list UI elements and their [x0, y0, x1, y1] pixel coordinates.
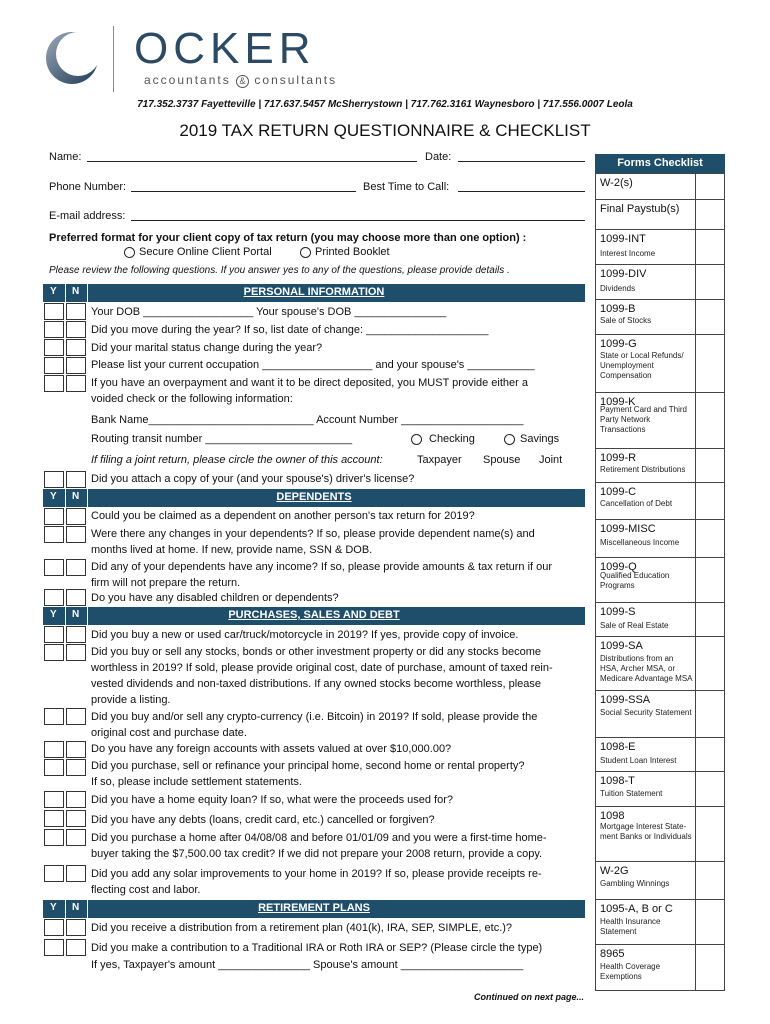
checkbox-yes[interactable]	[44, 508, 64, 525]
form-title: W-2(s)	[600, 177, 633, 189]
form-checkbox[interactable]	[696, 393, 725, 448]
form-name-cell	[595, 335, 696, 392]
form-name-cell	[595, 637, 696, 690]
question-crypto: Did you buy and/or sell any crypto-currency (i.e. Bitcoin) in 2019? If sold, please provide the	[91, 711, 538, 723]
question-crypto-cont: original cost and purchase date.	[91, 727, 247, 739]
form-name-cell	[595, 945, 696, 991]
tagline-amp: &	[236, 75, 249, 88]
booklet-radio[interactable]	[300, 247, 311, 258]
joint-owner-question: If filing a joint return, please circle the owner of this account:	[91, 454, 383, 466]
checkbox-no[interactable]	[66, 644, 86, 661]
question-home-refinance-cont: If so, please include settlement statements.	[91, 776, 302, 788]
name-label: Name:	[49, 151, 82, 163]
checkbox-yes[interactable]	[44, 321, 64, 338]
form-name-cell	[595, 558, 696, 602]
question-drivers-license: Did you attach a copy of your (and your spouse's) driver's license?	[91, 473, 415, 485]
question-solar-cont: flecting cost and labor.	[91, 884, 201, 896]
form-checkbox[interactable]	[696, 300, 725, 334]
form-name-cell	[595, 807, 696, 861]
question-occupation: Please list your current occupation __________________ and your spouse's ___________	[91, 359, 535, 371]
form-description: Interest Income	[600, 249, 656, 258]
question-solar: Did you add any solar improvements to your home in 2019? If so, please provide receipts re-	[91, 868, 542, 880]
forms-checklist-row	[595, 899, 725, 944]
form-name-cell	[595, 603, 696, 636]
form-description: Dividends	[600, 284, 636, 293]
form-description: Gambling Winnings	[600, 879, 670, 888]
checkbox-yes[interactable]	[44, 589, 64, 606]
savings-radio[interactable]	[504, 434, 515, 445]
form-title: 1099-K	[600, 396, 636, 408]
form-description: Distributions from an HSA, Archer MSA, or Medicare Advantage MSA	[600, 654, 693, 683]
preferred-format-label: Preferred format for your client copy of tax return (you may choose more than one option) :	[49, 232, 527, 244]
date-label: Date:	[425, 151, 452, 163]
form-name-cell	[595, 862, 696, 899]
retirement-section-header	[43, 900, 585, 918]
tagline-left: accountants	[144, 73, 231, 87]
form-checkbox[interactable]	[696, 483, 725, 519]
instructions: Please review the following questions. If you answer yes to any of the questions, please provide details .	[49, 265, 510, 276]
form-description: Student Loan Interest	[600, 756, 677, 765]
no-column-label: N	[72, 491, 80, 502]
checkbox-yes[interactable]	[44, 526, 64, 543]
phone-label: Phone Number:	[49, 181, 127, 193]
checkbox-no[interactable]	[66, 919, 86, 936]
checkbox-no[interactable]	[66, 559, 86, 576]
checkbox-no[interactable]	[66, 759, 86, 776]
question-marital: Did your marital status change during the year?	[91, 342, 323, 354]
question-dependent-changes-cont: months lived at home. If new, provide name, SSN & DOB.	[91, 544, 373, 556]
logo-divider	[113, 26, 114, 92]
form-checkbox[interactable]	[696, 691, 725, 737]
question-foreign-accounts: Do you have any foreign accounts with assets valued at over $10,000.00?	[91, 743, 452, 755]
question-dependent-income-cont: firm will not prepare the return.	[91, 577, 241, 589]
question-ira-contribution-cont: If yes, Taxpayer's amount _______________ Spouse's amount ____________________	[91, 959, 524, 971]
form-name-cell	[595, 200, 696, 229]
form-description: Mortgage Interest State- ment Banks or Individuals	[600, 822, 692, 841]
checkbox-no[interactable]	[66, 791, 86, 808]
routing-info: Routing transit number ________________________	[91, 433, 353, 445]
checkbox-yes[interactable]	[44, 759, 64, 776]
form-checkbox[interactable]	[696, 265, 725, 299]
form-title: 1099-INT	[600, 233, 646, 245]
retirement-section-title: RETIREMENT PLANS	[258, 902, 370, 914]
dependents-section-title: DEPENDENTS	[276, 491, 352, 503]
checkbox-yes[interactable]	[44, 708, 64, 725]
form-description: State or Local Refunds/ Unemployment Compensation	[600, 351, 684, 380]
checkbox-no[interactable]	[66, 810, 86, 827]
question-first-time-buyer-cont: buyer taking the $7,500.00 tax credit? If we did not prepare your 2008 return, provide a copy.	[91, 848, 543, 860]
forms-checklist-row	[595, 690, 725, 737]
form-title: 1098-E	[600, 741, 636, 753]
checkbox-no[interactable]	[66, 339, 86, 356]
forms-checklist-row	[595, 448, 725, 482]
personal-section-title: PERSONAL INFORMATION	[243, 286, 385, 298]
checkbox-no[interactable]	[66, 357, 86, 374]
checkbox-no[interactable]	[66, 939, 86, 956]
checkbox-no[interactable]	[66, 741, 86, 758]
form-title: 1099-S	[600, 606, 636, 618]
logo-swoosh-icon	[44, 30, 100, 86]
checkbox-yes[interactable]	[44, 741, 64, 758]
question-dependent-changes: Were there any changes in your dependents? If so, please provide dependent name(s) and	[91, 528, 535, 540]
form-title: 1099-B	[600, 303, 636, 315]
email-label: E-mail address:	[49, 210, 126, 222]
form-title: 1099-MISC	[600, 523, 656, 535]
form-description: Cancellation of Debt	[600, 499, 673, 508]
form-checkbox[interactable]	[696, 335, 725, 392]
form-title: 1099-DIV	[600, 268, 647, 280]
forms-checklist-row	[595, 299, 725, 334]
form-description: Social Security Statement	[600, 708, 692, 717]
checkbox-no[interactable]	[66, 589, 86, 606]
bank-info: Bank Name___________________________ Account Number ____________________	[91, 414, 524, 426]
form-description: Payment Card and Third Party Network Transactions	[600, 405, 688, 434]
form-name-cell	[595, 174, 696, 199]
form-title: 1099-Q	[600, 561, 637, 573]
contact-line: 717.352.3737 Fayetteville | 717.637.5457 McSherrystown | 717.762.3161 Waynesboro | 717.556.0007 Leola	[137, 99, 633, 110]
email-field[interactable]	[131, 220, 585, 221]
booklet-option-label: Printed Booklet	[315, 246, 390, 258]
brand-name: OCKER	[134, 24, 316, 73]
forms-checklist-row	[595, 806, 725, 861]
forms-checklist-row	[595, 737, 725, 771]
checkbox-yes[interactable]	[44, 357, 64, 374]
forms-checklist-row	[595, 482, 725, 519]
question-debts-cancelled: Did you have any debts (loans, credit card, etc.) cancelled or forgiven?	[91, 814, 435, 826]
portal-option-label: Secure Online Client Portal	[139, 246, 272, 258]
no-column-label: N	[72, 286, 80, 297]
forms-checklist-row	[595, 771, 725, 806]
form-checkbox[interactable]	[696, 772, 725, 806]
checkbox-yes[interactable]	[44, 471, 64, 488]
purchases-section-title: PURCHASES, SALES AND DEBT	[228, 609, 400, 621]
form-checkbox[interactable]	[696, 520, 725, 557]
form-title: 1098	[600, 810, 625, 822]
forms-checklist-header	[595, 154, 725, 173]
form-checkbox[interactable]	[696, 807, 725, 861]
forms-checklist-row	[595, 861, 725, 899]
checkbox-no[interactable]	[66, 865, 86, 882]
form-title: 1098-T	[600, 775, 635, 787]
no-column-label: N	[72, 609, 80, 620]
form-description: Miscellaneous Income	[600, 538, 680, 547]
checkbox-no[interactable]	[66, 829, 86, 846]
question-ira-contribution: Did you make a contribution to a Traditional IRA or Roth IRA or SEP? (Please circle the type)	[91, 942, 543, 954]
form-title: 1099-R	[600, 452, 637, 464]
form-name-cell	[595, 449, 696, 482]
form-name-cell	[595, 738, 696, 771]
forms-checklist-row	[595, 334, 725, 392]
form-title: Final Paystub(s)	[600, 203, 680, 215]
form-title: 1099-C	[600, 486, 637, 498]
yes-column-label: Y	[50, 491, 57, 502]
form-checkbox[interactable]	[696, 862, 725, 899]
form-checkbox[interactable]	[696, 603, 725, 636]
form-checkbox[interactable]	[696, 230, 725, 264]
question-move: Did you move during the year? If so, list date of change: ____________________	[91, 324, 489, 336]
forms-checklist-row	[595, 519, 725, 557]
purchases-section-header	[43, 607, 585, 625]
form-description: Tuition Statement	[600, 789, 663, 798]
checkbox-no[interactable]	[66, 626, 86, 643]
form-name-cell	[595, 772, 696, 806]
forms-checklist-row	[595, 173, 725, 199]
forms-checklist-row	[595, 636, 725, 690]
forms-checklist-row	[595, 557, 725, 602]
question-dependent-income: Did any of your dependents have any income? If so, please provide amounts & tax return if our	[91, 561, 553, 573]
yes-column-label: Y	[50, 609, 57, 620]
personal-section-header	[43, 284, 585, 302]
checkbox-yes[interactable]	[44, 865, 64, 882]
checkbox-yes[interactable]	[44, 939, 64, 956]
forms-checklist-row	[595, 199, 725, 229]
dependents-section-header	[43, 489, 585, 507]
form-checkbox[interactable]	[696, 738, 725, 771]
checkbox-no[interactable]	[66, 471, 86, 488]
form-checkbox[interactable]	[696, 200, 725, 229]
form-name-cell	[595, 300, 696, 334]
yes-column-label: Y	[50, 286, 57, 297]
question-dob: Your DOB __________________ Your spouse's DOB _______________	[91, 306, 447, 318]
forms-checklist-row	[595, 944, 725, 991]
form-name-cell	[595, 900, 696, 944]
form-checkbox[interactable]	[696, 174, 725, 199]
yes-column-label: Y	[50, 902, 57, 913]
page-title: 2019 TAX RETURN QUESTIONNAIRE & CHECKLIST	[179, 121, 591, 140]
forms-checklist-row	[595, 392, 725, 448]
forms-checklist-row	[595, 602, 725, 636]
question-claimed-dependent: Could you be claimed as a dependent on another person's tax return for 2019?	[91, 510, 475, 522]
form-name-cell	[595, 265, 696, 299]
best-time-field[interactable]	[458, 191, 585, 192]
checkbox-yes[interactable]	[44, 559, 64, 576]
question-direct-deposit-cont: voided check or the following information:	[91, 393, 293, 405]
form-name-cell	[595, 393, 696, 448]
form-name-cell	[595, 483, 696, 519]
tagline-right: consultants	[254, 73, 338, 87]
checkbox-no[interactable]	[66, 508, 86, 525]
question-stocks: Did you buy or sell any stocks, bonds or other investment property or did any stocks become	[91, 646, 541, 658]
owner-taxpayer[interactable]: Taxpayer	[417, 454, 462, 466]
form-description: Health Coverage Exemptions	[600, 962, 661, 981]
savings-label: Savings	[520, 433, 560, 445]
checkbox-yes[interactable]	[44, 644, 64, 661]
form-title: 8965	[600, 948, 625, 960]
form-name-cell	[595, 691, 696, 737]
date-field[interactable]	[458, 161, 585, 162]
forms-checklist-title: Forms Checklist	[617, 157, 703, 169]
form-checkbox[interactable]	[696, 900, 725, 944]
portal-radio[interactable]	[124, 247, 135, 258]
checkbox-no[interactable]	[66, 303, 86, 320]
form-title: 1099-SSA	[600, 694, 651, 706]
form-description: Sale of Stocks	[600, 316, 652, 325]
form-title: W-2G	[600, 865, 629, 877]
form-title: 1099-SA	[600, 640, 643, 652]
form-name-cell	[595, 230, 696, 264]
form-checkbox[interactable]	[696, 945, 725, 991]
checking-radio[interactable]	[411, 434, 422, 445]
checkbox-yes[interactable]	[44, 829, 64, 846]
checking-label: Checking	[429, 433, 475, 445]
name-field[interactable]	[87, 161, 417, 162]
question-stocks-cont2: vested dividends and non-taxed distributions. If any owned stocks become worthless, please	[91, 678, 542, 690]
question-home-equity: Did you have a home equity loan? If so, what were the proceeds used for?	[91, 794, 453, 806]
question-stocks-cont1: worthless in 2019? If sold, please provide original cost, date of purchase, amount of taxed rein-	[91, 662, 553, 674]
question-retirement-distribution: Did you receive a distribution from a retirement plan (401(k), IRA, SEP, SIMPLE, etc.)?	[91, 922, 513, 934]
checkbox-yes[interactable]	[44, 303, 64, 320]
question-direct-deposit: If you have an overpayment and want it to be direct deposited, you MUST provide either a	[91, 377, 528, 389]
checkbox-yes[interactable]	[44, 791, 64, 808]
checkbox-no[interactable]	[66, 526, 86, 543]
question-stocks-cont3: provide a listing.	[91, 694, 171, 706]
logo	[44, 30, 100, 86]
form-description: Retirement Distributions	[600, 465, 686, 474]
checkbox-yes[interactable]	[44, 919, 64, 936]
question-home-refinance: Did you purchase, sell or refinance your principal home, second home or rental property?	[91, 760, 525, 772]
forms-checklist-row	[595, 264, 725, 299]
checkbox-yes[interactable]	[44, 626, 64, 643]
question-disabled-dependents: Do you have any disabled children or dependents?	[91, 592, 339, 604]
checkbox-no[interactable]	[66, 708, 86, 725]
brand-tagline	[144, 73, 337, 88]
checkbox-yes[interactable]	[44, 810, 64, 827]
phone-field[interactable]	[131, 191, 356, 192]
form-checkbox[interactable]	[696, 637, 725, 690]
best-time-label: Best Time to Call:	[363, 181, 450, 193]
checkbox-yes[interactable]	[44, 375, 64, 392]
checkbox-no[interactable]	[66, 321, 86, 338]
checkbox-yes[interactable]	[44, 339, 64, 356]
form-description: Qualified Education Programs	[600, 571, 670, 590]
form-description: Sale of Real Estate	[600, 621, 669, 630]
question-first-time-buyer: Did you purchase a home after 04/08/08 and before 01/01/09 and you were a first-time home-	[91, 832, 547, 844]
form-checkbox[interactable]	[696, 449, 725, 482]
form-description: Health Insurance Statement	[600, 917, 661, 936]
owner-joint[interactable]: Joint	[539, 454, 563, 466]
continued-note: Continued on next page...	[474, 992, 584, 1002]
form-checkbox[interactable]	[696, 558, 725, 602]
form-name-cell	[595, 520, 696, 557]
checkbox-no[interactable]	[66, 375, 86, 392]
form-title: 1099-G	[600, 338, 637, 350]
question-vehicle: Did you buy a new or used car/truck/motorcycle in 2019? If yes, provide copy of invoice.	[91, 629, 519, 641]
form-title: 1095-A, B or C	[600, 903, 673, 915]
owner-spouse[interactable]: Spouse	[483, 454, 521, 466]
no-column-label: N	[72, 902, 80, 913]
forms-checklist-row	[595, 229, 725, 264]
